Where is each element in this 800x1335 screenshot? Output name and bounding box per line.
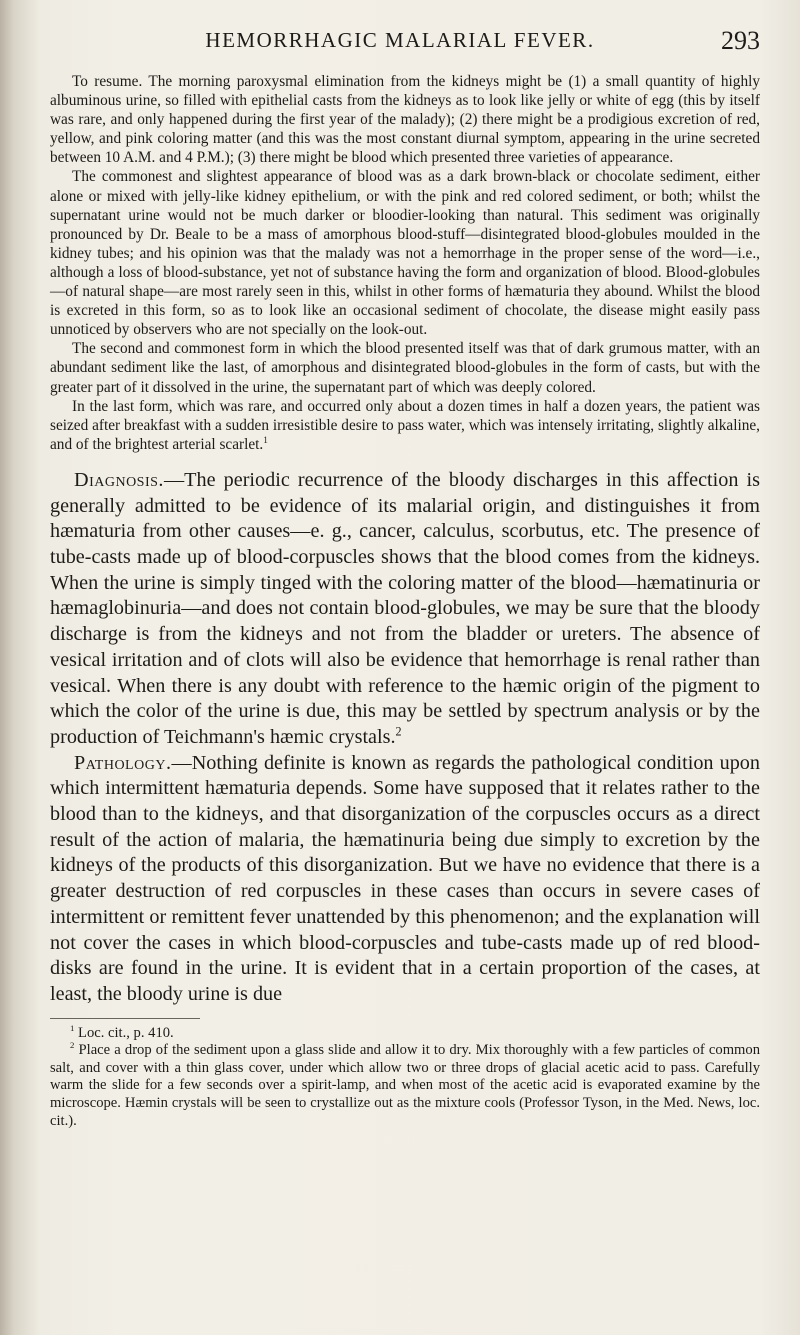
footnote-1: [50, 1022, 760, 1043]
large-print-section: [50, 468, 760, 1008]
paragraph-pathology: [50, 751, 760, 1008]
page-number: 293: [721, 26, 760, 55]
paragraph-commonest-appearance: The commonest and slightest appearance of blood was as a dark brown-black or chocolate sediment, either alone or mixed with jelly-like kidney epithelium, or with the pink and red colored sediment, or both; whilst the supernatant urine would not be much darker or bloodier-looking than natural. This sediment was originally pronounced by Dr. Beale to be a mass of amorphous blood-stuff—disintegrated blood-globules moulded in the kidney tubes; and his opinion was that the malady was not a hemorrhage in the proper sense of the word—i.e., although a loss of blood-substance, yet not of substance having the form and organization of blood. Blood-globules—of natural shape—are most rarely seen in this, whilst in other forms of hæmaturia they abound. Whilst the blood is excreted in this form, so as to look like an occasional sediment of chocolate, the disease might easily pass unnoticed by observers who are not specially on the look-out.: [50, 168, 760, 339]
pathology-heading: Pathology.: [74, 751, 172, 774]
footnote-ref-2: 2: [395, 724, 402, 739]
small-print-section: [50, 72, 760, 454]
paragraph-resume: To resume. The morning paroxysmal elimination from the kidneys might be (1) a small quantity of highly albuminous urine, so filled with epithelial casts from the kidneys as to look like jelly or white of egg (this by itself was rare, and only happened during the first year of the malady); (2) there might be a prodigious excretion of red, yellow, and pink coloring matter (and this was the most constant diurnal symptom, appearing in the urine secreted between 10 A.M. and 4 P.M.); (3) there might be blood which presented three varieties of appearance.: [50, 73, 760, 167]
page-body: [50, 72, 760, 1130]
page-header: [0, 26, 800, 60]
paragraph-diagnosis: [50, 468, 760, 751]
pathology-text: —Nothing definite is known as regards the pathological condition upon which intermittent hæmaturia depends. Some have supposed that it relates rather to the blood than to the kidneys, and that disorganization of the corpuscles occurs as a direct result of the action of malaria, the hæmatinuria being due simply to excretion by the kidneys of the products of this disorganization. But we have no evidence that there is a greater destruction of red corpuscles in these cases than occurs in severe cases of intermittent or remittent fever unattended by this phenomenon; and the explanation will not cover the cases in which blood-corpuscles and tube-casts made up of red blood-disks are found in the urine. It is evident that in a certain proportion of the cases, at least, the bloody urine is due: [50, 751, 760, 1005]
footnote-divider: [50, 1018, 200, 1019]
running-title: HEMORRHAGIC MALARIAL FEVER.: [205, 28, 595, 52]
paragraph-last-form: [50, 397, 760, 454]
diagnosis-heading: Diagnosis.: [74, 468, 164, 491]
paragraph-second-form: The second and commonest form in which the blood presented itself was that of dark grumous matter, with an abundant sediment like the last, of amorphous and disintegrated blood-globules in the form of casts, but with the greater part of it dissolved in the urine, the supernatant part of which was deeply colored.: [50, 340, 760, 396]
diagnosis-text: —The periodic recurrence of the bloody discharges in this affection is generally admitted to be evidence of its malarial origin, and distinguishes it from hæmaturia from other causes—e. g., cancer, calculus, scorbutus, etc. The presence of tube-casts made up of blood-corpuscles shows that the blood comes from the kidneys. When the urine is simply tinged with the coloring matter of the blood—hæmatinuria or hæmaglobinuria—and does not contain blood-globules, we may be sure that the bloody discharge is from the kidneys and not from the bladder or ureters. The absence of vesical irritation and of clots will also be evidence that hemorrhage is renal rather than vesical. When there is any doubt with reference to the hæmic origin of the pigment to which the color of the urine is due, this may be settled by spectrum analysis or by the production of Teichmann's hæmic crystals.: [50, 468, 760, 748]
footnote-1-text: Loc. cit., p. 410.: [78, 1024, 174, 1041]
footnote-2-mark: 2: [70, 1040, 75, 1051]
footnote-2: [50, 1042, 760, 1130]
footnote-1-mark: 1: [70, 1022, 75, 1033]
paragraph-last-form-text: In the last form, which was rare, and occurred only about a dozen times in half a dozen years, the patient was seized after breakfast with a sudden irresistible desire to pass water, which was intensely irritating, slightly alkaline, and of the brightest arterial scarlet.: [50, 397, 760, 453]
footnote-ref-1: 1: [263, 434, 268, 445]
footnotes: [50, 1022, 760, 1131]
footnote-2-text: Place a drop of the sediment upon a glass slide and allow it to dry. Mix thoroughly with a few particles of common salt, and cover with a thin glass cover, under which allow two or three drops of glacial acetic acid to pass. Carefully warm the slide for a few seconds over a spirit-lamp, and when most of the acetic acid is evaporated examine by the microscope. Hæmin crystals will be seen to crystallize out as the mixture cools (Professor Tyson, in the Med. News, loc. cit.).: [50, 1042, 760, 1129]
